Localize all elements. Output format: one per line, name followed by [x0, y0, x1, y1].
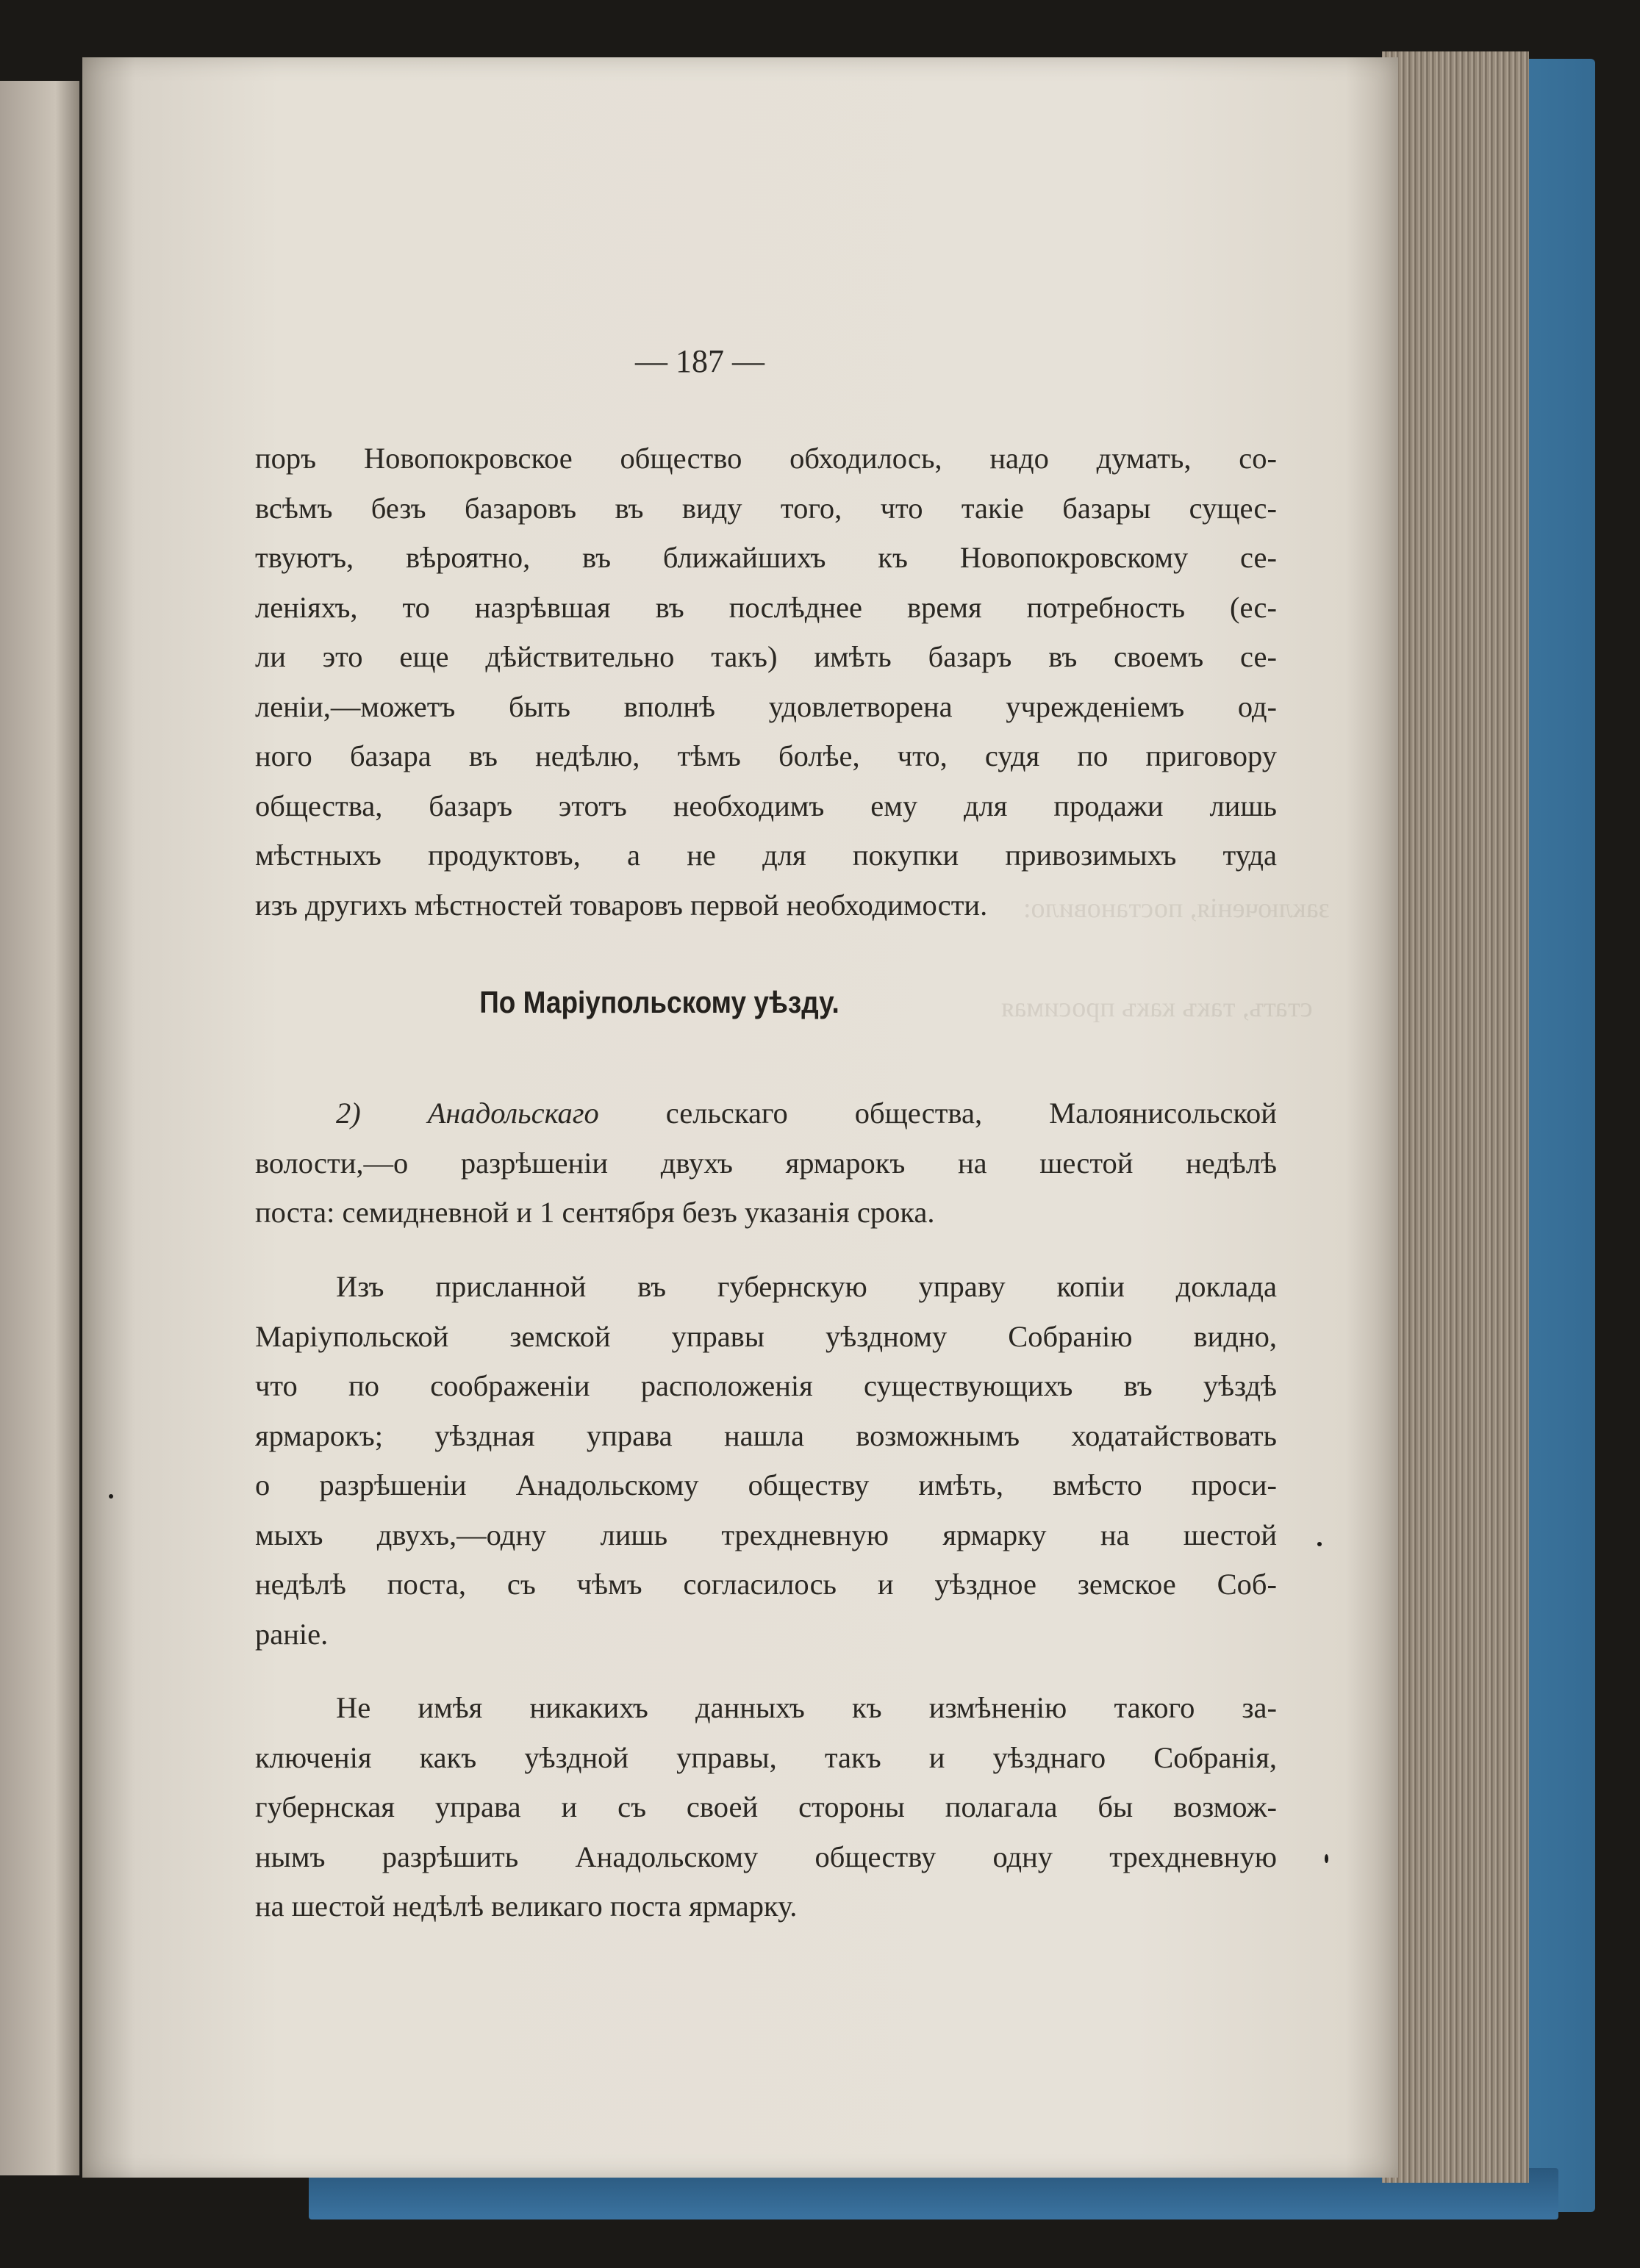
text-line: нымъ разрѣшить Анадольскому обществу одну трехдневную — [255, 1840, 1277, 1873]
text-line: что по соображеніи расположенія существующихъ въ уѣздѣ — [255, 1369, 1277, 1402]
text-line: ли это еще дѣйствительно такъ) имѣть базаръ въ своемъ се- — [255, 640, 1277, 673]
text-line: мѣстныхъ продуктовъ, а не для покупки привозимыхъ туда — [255, 839, 1277, 872]
text-line: твуютъ, вѣроятно, въ ближайшихъ къ Новопокровскому се- — [255, 541, 1277, 574]
text-line: леніи,—можетъ быть вполнѣ удовлетворена учрежденіемъ од- — [255, 689, 1277, 723]
petitioner-name: 2) Анадольскаго — [336, 1097, 599, 1130]
text-line — [255, 1088, 1277, 1138]
section-heading: По Маріупольскому уѣзду. — [479, 985, 839, 1019]
page-block-edge — [1382, 51, 1529, 2183]
ink-speck — [109, 1494, 113, 1499]
text-line: мыхъ двухъ,—одну лишь трехдневную ярмарку на шестой — [255, 1518, 1277, 1551]
text-line: ярмарокъ; уѣздная управа нашла возможнымъ ходатайствовать — [255, 1418, 1277, 1452]
book-page — [82, 57, 1398, 2178]
text-line: волости,—о разрѣшеніи двухъ ярмарокъ на шестой недѣлѣ — [255, 1146, 1277, 1180]
text-line: ного базара въ недѣлю, тѣмъ болѣе, что, судя по приговору — [255, 739, 1277, 772]
bleed-through-text: статъ, такъ какъ просимая — [1001, 992, 1313, 1023]
bleed-through-text: заключенія, постановило: — [1023, 893, 1330, 924]
paragraph-petition — [255, 1088, 1277, 1238]
text-line: Изъ присланной въ губернскую управу копіи доклада — [336, 1270, 1277, 1303]
ink-speck — [1325, 1854, 1328, 1863]
text-line: Маріупольской земской управы уѣздному Собранію видно, — [255, 1319, 1277, 1353]
page-number: — 187 — — [635, 343, 765, 379]
text-line: на шестой недѣлѣ великаго поста ярмарку. — [255, 1890, 798, 1923]
text-line: губернская управа и съ своей стороны полагала бы возмож- — [255, 1790, 1277, 1823]
text-line: поръ Новопокровское общество обходилось, надо думать, со- — [255, 442, 1277, 475]
text-line: о разрѣшеніи Анадольскому обществу имѣть, вмѣсто проси- — [255, 1468, 1277, 1501]
text-fragment: сельскаго общества, Малоянисольской — [598, 1097, 1277, 1130]
text-line: поста: семидневной и 1 сентября безъ указанія срока. — [255, 1196, 935, 1229]
paragraph-conclusion — [255, 1683, 1277, 1931]
paragraph-continuation — [255, 434, 1277, 930]
facing-page — [0, 81, 79, 2175]
text-line: изъ другихъ мѣстностей товаровъ первой необходимости. — [255, 888, 988, 922]
text-line: ключенія какъ уѣздной управы, такъ и уѣзднаго Собранія, — [255, 1740, 1277, 1774]
ink-speck — [1317, 1542, 1322, 1546]
text-line: раніе. — [255, 1617, 329, 1651]
text-line: общества, базаръ этотъ необходимъ ему для продажи лишь — [255, 789, 1277, 822]
text-line: всѣмъ безъ базаровъ въ виду того, что такіе базары сущес- — [255, 491, 1277, 525]
text-line: недѣлѣ поста, съ чѣмъ согласилось и уѣздное земское Соб- — [255, 1568, 1277, 1601]
text-line: леніяхъ, то назрѣвшая въ послѣднее время потребность (ес- — [255, 590, 1277, 624]
paragraph-report — [255, 1262, 1277, 1659]
text-line: Не имѣя никакихъ данныхъ къ измѣненію такого за- — [336, 1691, 1277, 1724]
